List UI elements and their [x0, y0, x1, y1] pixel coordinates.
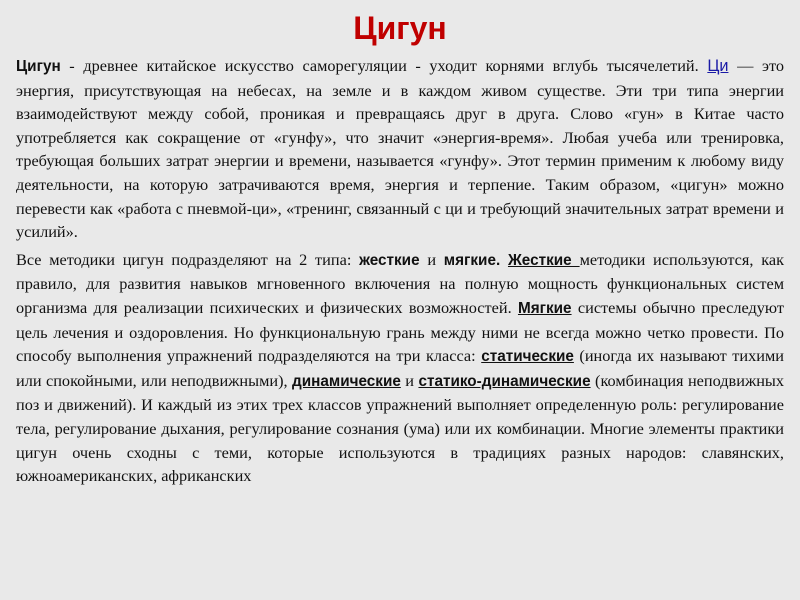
text: системы обычно преследуют цель лечения и оздоровления. Но функциональную грань между ними не всегда можно четко провести. По способу выполнения упражнений подразделяются на три класса:: [16, 297, 784, 366]
text: Все методики цигун подразделяют на 2 типа:: [16, 249, 360, 269]
text: - древнее китайское искусство саморегуляции - уходит корнями вглубь тысячелетий.: [60, 56, 708, 75]
term-soft: мягкие.: [443, 251, 501, 269]
text: — это энергия, присутствующая на небесах, на земле и в каждом живом существе. Эти три типа энергии взаимодействуют между собой, проникая и превращаясь друг в друга. Слово «гун» в Китае часто употребляется как сокращение от «гунфу», что значит «энергия-время». Любая учеба или тренировка, требующая больших затрат энергии и времени, называется «гунфу». Этот термин применим к любому виду деятельности, на которую затрачиваются время, энергия и терпение. Таким образом, «цигун» можно перевести как «работа с пневмой-ци», «тренинг, связанный с ци и требующий значительных затрат времени и усилий».: [16, 56, 784, 242]
text: (комбинация неподвижных поз и движений). И каждый из этих трех классов упражнений выполняет определенную роль: регулирование тела, регулирование дыхания, регулирование сознания (ума) или их комбинации. Многие элементы практики цигун очень сходны с теми, которые используются в традициях разных народов: славянских, южноамериканских, африканских: [16, 370, 784, 486]
term-dynamic: динамические: [292, 372, 401, 390]
qi-link[interactable]: Ци: [707, 57, 729, 75]
term-hard: жесткие: [359, 251, 420, 269]
text: и: [419, 249, 444, 269]
term-static-dynamic: статико-динамические: [418, 372, 591, 390]
term-static: статические: [481, 348, 574, 366]
paragraph-intro: [16, 54, 784, 244]
page-title: Цигун: [353, 10, 447, 46]
term-qigong: Цигун: [16, 58, 61, 75]
term-hard-underlined: Жесткие: [507, 251, 580, 269]
text: (иногда их называют тихими или спокойными, или неподвижными),: [16, 346, 785, 390]
text: [500, 250, 508, 269]
text: и: [400, 370, 419, 390]
paragraph-types: [16, 248, 784, 488]
article-body: [16, 54, 784, 488]
text: методики используются, как правило, для развития навыков мгновенного включения на полную мощность функциональных систем организма для реализации психических и физических возможностей.: [16, 249, 784, 317]
term-soft-underlined: Мягкие: [517, 299, 572, 317]
